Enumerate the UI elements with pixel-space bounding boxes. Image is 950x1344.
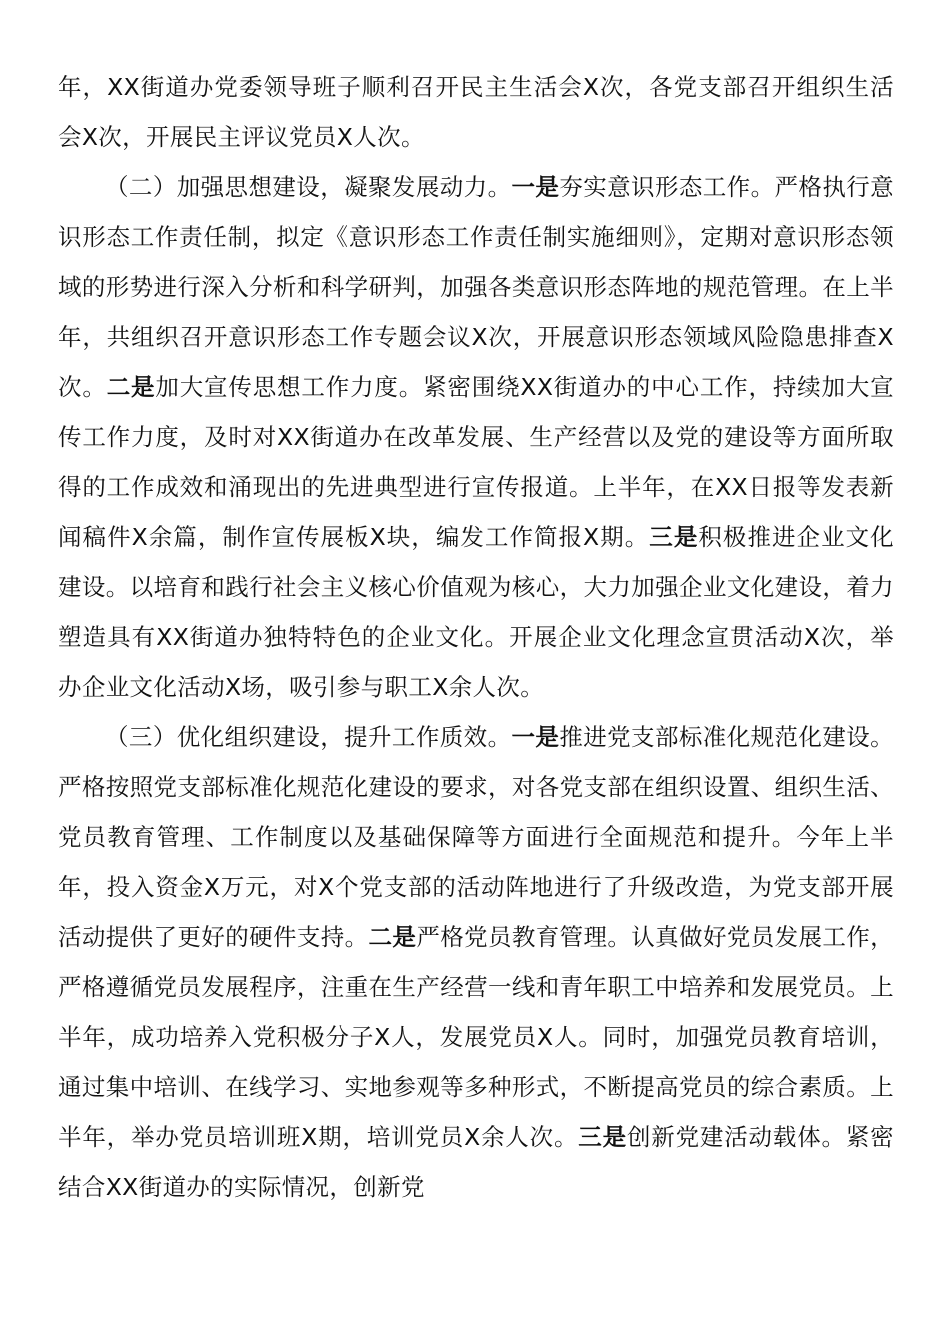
bold-ordinal-second: 二是	[106, 373, 156, 401]
section-heading: （二）加强思想建设，凝聚发展动力。	[105, 173, 512, 201]
text-run: 年，XX街道办党委领导班子顺利召开民主生活会X次，各党支部召开组织生活会X次，开展民主评议党员X人次。	[58, 73, 894, 151]
bold-ordinal-third: 三是	[649, 523, 699, 551]
text-run: 严格党员教育管理。认真做好党员发展工作，严格遵循党员发展程序，注重在生产经营一线和青年职工中培养和发展党员。上半年，成功培养入党积极分子X人，发展党员X人。同时，加强党员教育培训，通过集中培训、在线学习、实地参观等多种形式，不断提高党员的综合素质。上半年，举办党员培训班X期，培训党员X余人次。	[58, 923, 895, 1151]
text-run: 创新党建活动载体。紧密结合XX街道办的实际情况，创新党	[58, 1123, 895, 1201]
bold-ordinal-third: 三是	[578, 1123, 627, 1151]
bold-ordinal-second: 二是	[368, 923, 417, 951]
bold-ordinal-first: 一是	[511, 723, 560, 751]
bold-ordinal-first: 一是	[511, 173, 560, 201]
paragraph-ideological-building	[58, 162, 894, 712]
text-run: 加大宣传思想工作力度。紧密围绕XX街道办的中心工作，持续加大宣传工作力度，及时对XX街道办在改革发展、生产经营以及党的建设等方面所取得的工作成效和涌现出的先进典型进行宣传报道。上半年，在XX日报等发表新闻稿件X余篇，制作宣传展板X块，编发工作简报X期。	[58, 373, 895, 551]
paragraph-organization-building	[58, 712, 894, 1212]
text-run: 夯实意识形态工作。严格执行意识形态工作责任制，拟定《意识形态工作责任制实施细则》，定期对意识形态领域的形势进行深入分析和科学研判，加强各类意识形态阵地的规范管理。在上半年，共组织召开意识形态工作专题会议X次，开展意识形态领域风险隐患排查X次。	[58, 173, 894, 401]
section-heading: （三）优化组织建设，提升工作质效。	[105, 723, 512, 751]
paragraph-meeting-summary	[58, 62, 894, 162]
text-run: 推进党支部标准化规范化建设。严格按照党支部标准化规范化建设的要求，对各党支部在组织设置、组织生活、党员教育管理、工作制度以及基础保障等方面进行全面规范和提升。今年上半年，投入资金X万元，对X个党支部的活动阵地进行了升级改造，为党支部开展活动提供了更好的硬件支持。	[58, 723, 894, 951]
text-run: 积极推进企业文化建设。以培育和践行社会主义核心价值观为核心，大力加强企业文化建设，着力塑造具有XX街道办独特特色的企业文化。开展企业文化理念宣贯活动X次，举办企业文化活动X场，吸引参与职工X余人次。	[58, 523, 895, 701]
